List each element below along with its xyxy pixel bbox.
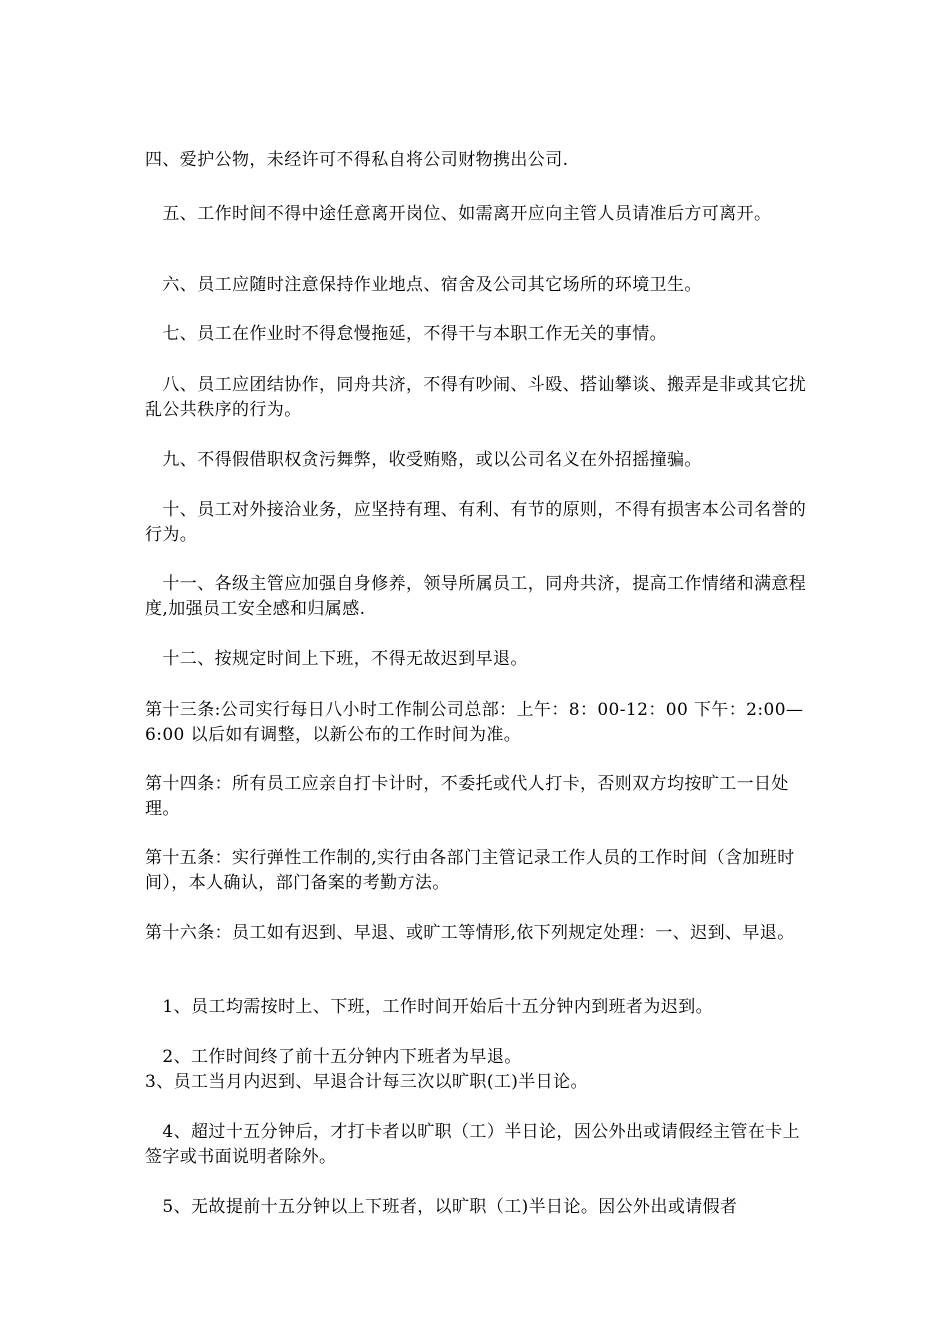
rule-item-5: 5、无故提前十五分钟以上下班者，以旷职（工)半日论。因公外出或请假者 [145, 1197, 738, 1217]
article-16: 第十六条：员工如有迟到、早退、或旷工等情形,依下列规定处理：一、迟到、早退。 [145, 923, 795, 943]
paragraph-5: 五、工作时间不得中途任意离开岗位、如需离开应向主管人员请准后方可离开。 [145, 204, 772, 224]
paragraph-8: 八、员工应团结协作，同舟共济，不得有吵闹、斗殴、搭讪攀谈、搬弄是非或其它扰乱公共秩序的行为。 [145, 375, 807, 420]
article-15: 第十五条：实行弹性工作制的,实行由各部门主管记录工作人员的工作时间（含加班时间），本人确认，部门备案的考勤方法。 [145, 848, 795, 893]
article-14: 第十四条：所有员工应亲自打卡计时，不委托或代人打卡，否则双方均按旷工一日处理。 [145, 774, 789, 819]
paragraph-11: 十一、各级主管应加强自身修养，领导所属员工，同舟共济，提高工作情绪和满意程度,加强员工安全感和归属感. [145, 574, 807, 619]
article-13: 第十三条:公司实行每日八小时工作制公司总部：上午：8：00-12：00 下午：2:00—6:00 以后如有调整，以新公布的工作时间为准。 [145, 700, 804, 745]
paragraph-9: 九、不得假借职权贪污舞弊，收受贿赂，或以公司名义在外招摇撞骗。 [145, 450, 702, 470]
rule-item-2: 2、工作时间终了前十五分钟内下班者为早退。 [145, 1047, 522, 1067]
rule-item-1: 1、员工均需按时上、下班，工作时间开始后十五分钟内到班者为迟到。 [145, 997, 714, 1017]
paragraph-12: 十二、按规定时间上下班，不得无故迟到早退。 [145, 649, 528, 669]
paragraph-6: 六、员工应随时注意保持作业地点、宿舍及公司其它场所的环境卫生。 [145, 275, 702, 295]
paragraph-10: 十、员工对外接洽业务，应坚持有理、有利、有节的原则，不得有损害本公司名誉的行为。 [145, 500, 807, 545]
rule-item-4: 4、超过十五分钟后，才打卡者以旷职（工）半日论，因公外出或请假经主管在卡上签字或书面说明者除外。 [145, 1122, 801, 1167]
paragraph-4: 四、爱护公物，未经许可不得私自将公司财物携出公司. [145, 150, 569, 170]
rule-item-3: 3、员工当月内迟到、早退合计每三次以旷职(工)半日论。 [145, 1072, 588, 1092]
paragraph-7: 七、员工在作业时不得怠慢拖延，不得干与本职工作无关的事情。 [145, 324, 667, 344]
